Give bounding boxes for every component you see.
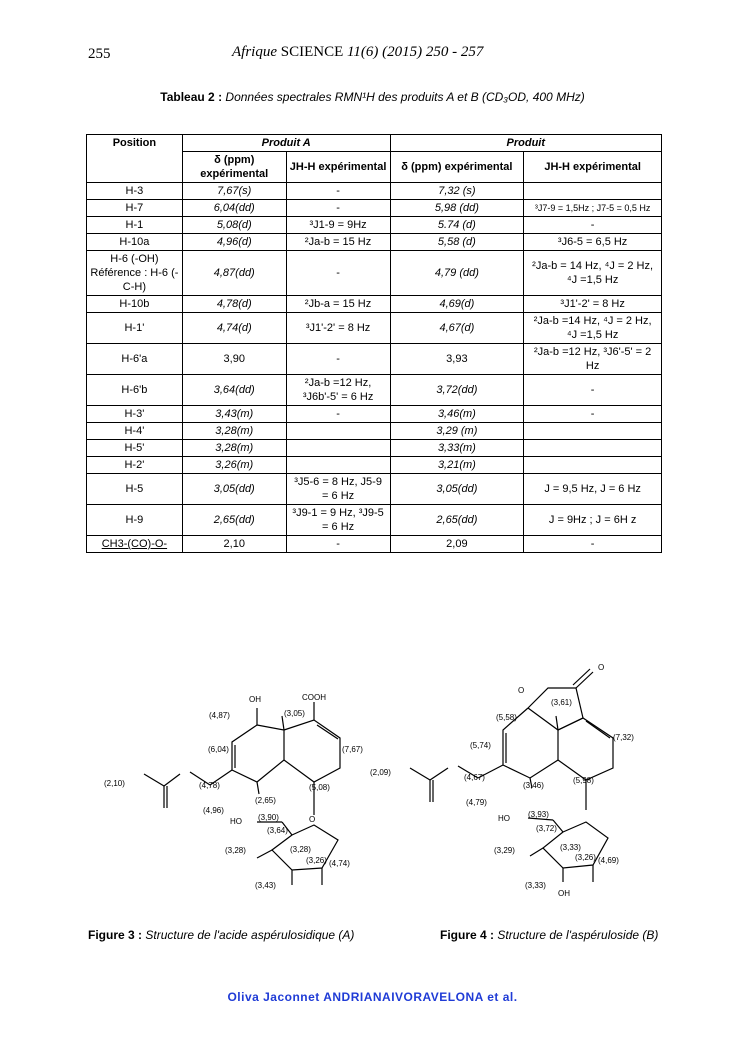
figure-3-structure	[92, 690, 363, 900]
cell-j-b: -	[524, 536, 662, 553]
table-caption-text: Données spectrales RMN¹H des produits A et B (CD₃OD, 400 MHz)	[225, 90, 585, 104]
label-h6: (4,87)	[209, 711, 230, 720]
label-h3p: (3,33)	[525, 881, 546, 890]
label-h6b: (3,64)	[267, 826, 288, 835]
cell-j-b: J = 9,5 Hz, J = 6 Hz	[524, 474, 662, 505]
label-h2p: (3,26)	[575, 853, 596, 862]
cell-delta-a: 3,26(m)	[182, 457, 286, 474]
cell-delta-a: 3,28(m)	[182, 440, 286, 457]
cell-j-a: ²Ja-b = 15 Hz	[286, 234, 390, 251]
cell-delta-b: 3,05(dd)	[390, 474, 524, 505]
cell-delta-b: 5.74 (d)	[390, 217, 524, 234]
label-h10b: (4,96)	[203, 806, 224, 815]
cell-delta-a: 6,04(dd)	[182, 200, 286, 217]
label-h9: (3,46)	[523, 781, 544, 790]
cell-j-a: -	[286, 344, 390, 375]
label-h4p: (3,29)	[494, 846, 515, 855]
label-ho: HO	[230, 817, 242, 826]
journal-issue: 11(6) (2015) 250 - 257	[347, 44, 484, 60]
cell-position: H-2'	[87, 457, 183, 474]
table-caption	[0, 90, 745, 104]
cell-j-b: ³J7-9 = 1,5Hz ; J7-5 = 0,5 Hz	[524, 200, 662, 217]
table-row	[87, 344, 662, 375]
journal-header	[232, 44, 483, 61]
cell-j-b: ²Ja-b =14 Hz, ⁴J = 2 Hz, ⁴J =1,5 Hz	[524, 313, 662, 344]
footer-authors: Oliva Jaconnet ANDRIANAIVORAVELONA et al.	[227, 990, 518, 1004]
cell-j-a	[286, 440, 390, 457]
cell-j-b: -	[524, 375, 662, 406]
label-h5p: (3,33)	[560, 843, 581, 852]
table-row	[87, 423, 662, 440]
label-h6a: (3,93)	[528, 810, 549, 819]
cell-j-b	[524, 457, 662, 474]
cell-delta-a: 3,90	[182, 344, 286, 375]
table-row	[87, 474, 662, 505]
table-row	[87, 313, 662, 344]
figure-4-caption-label: Figure 4 :	[440, 928, 495, 942]
cell-delta-a: 3,64(dd)	[182, 375, 286, 406]
table-row	[87, 440, 662, 457]
cell-position: H-5	[87, 474, 183, 505]
cell-j-a: -	[286, 406, 390, 423]
label-h10b: (4,79)	[466, 798, 487, 807]
cell-delta-b: 7,32 (s)	[390, 183, 524, 200]
label-oh: OH	[558, 889, 570, 898]
cell-j-a: ³J1-9 = 9Hz	[286, 217, 390, 234]
label-h9: (2,65)	[255, 796, 276, 805]
cell-delta-b: 3,93	[390, 344, 524, 375]
table-row	[87, 406, 662, 423]
label-ch3: (2,10)	[104, 779, 125, 788]
cell-position: H-10b	[87, 296, 183, 313]
label-oh: OH	[249, 695, 261, 704]
cell-j-a: ³J5-6 = 8 Hz, J5-9 = 6 Hz	[286, 474, 390, 505]
cell-delta-b: 3,29 (m)	[390, 423, 524, 440]
cell-delta-b: 5,98 (dd)	[390, 200, 524, 217]
cell-j-b: ³J1'-2' = 8 Hz	[524, 296, 662, 313]
cell-j-a: ³J9-1 = 9 Hz, ³J9-5 = 6 Hz	[286, 505, 390, 536]
header-position: Position	[87, 135, 183, 183]
table-row	[87, 217, 662, 234]
cell-position: H-3	[87, 183, 183, 200]
cell-delta-b: 3,33(m)	[390, 440, 524, 457]
label-h3p: (3,43)	[255, 881, 276, 890]
cell-j-a: -	[286, 536, 390, 553]
table-row	[87, 457, 662, 474]
cell-j-a	[286, 457, 390, 474]
label-h5: (3,61)	[551, 698, 572, 707]
cell-j-b: J = 9Hz ; J = 6H z	[524, 505, 662, 536]
subheader-delta-b: δ (ppm) expérimental	[390, 152, 524, 183]
cell-j-b	[524, 423, 662, 440]
figure-3-caption-text: Structure de l'acide aspérulosidique (A)	[145, 928, 355, 942]
cell-delta-a: 7,67(s)	[182, 183, 286, 200]
subheader-delta-a: δ (ppm) expérimental	[182, 152, 286, 183]
subheader-j-a: JH-H expérimental	[286, 152, 390, 183]
cell-position: H-6 (-OH) Référence : H-6 (-C-H)	[87, 251, 183, 296]
cell-delta-a: 2,65(dd)	[182, 505, 286, 536]
label-ho: HO	[498, 814, 510, 823]
cell-j-a: -	[286, 200, 390, 217]
label-h1: (5,98)	[573, 776, 594, 785]
cell-j-b	[524, 183, 662, 200]
cell-j-a	[286, 423, 390, 440]
cell-j-a: -	[286, 183, 390, 200]
cell-delta-b: 5,58 (d)	[390, 234, 524, 251]
cell-j-a: ²Ja-b =12 Hz, ³J6b'-5' = 6 Hz	[286, 375, 390, 406]
label-h1p: (4,74)	[329, 859, 350, 868]
table-row	[87, 183, 662, 200]
cell-delta-b: 3,21(m)	[390, 457, 524, 474]
cell-position: H-5'	[87, 440, 183, 457]
label-h3: (7,32)	[613, 733, 634, 742]
cell-delta-a: 4,87(dd)	[182, 251, 286, 296]
label-h10a: (4,78)	[199, 781, 220, 790]
cell-position: H-1'	[87, 313, 183, 344]
label-h2p: (3,26)	[306, 856, 327, 865]
label-h4p: (3,28)	[225, 846, 246, 855]
table-row	[87, 251, 662, 296]
cell-delta-b: 3,46(m)	[390, 406, 524, 423]
cell-position: H-10a	[87, 234, 183, 251]
nmr-table	[86, 134, 662, 553]
label-carbonyl-o: O	[598, 663, 605, 672]
cell-j-b: ²Ja-b =12 Hz, ³J6'-5' = 2 Hz	[524, 344, 662, 375]
label-h6b: (3,72)	[536, 824, 557, 833]
figure-4-caption-text: Structure de l'aspéruloside (B)	[497, 928, 659, 942]
label-ch3: (2,09)	[370, 768, 391, 777]
cell-position: H-1	[87, 217, 183, 234]
cell-delta-a: 3,43(m)	[182, 406, 286, 423]
cell-j-a: ³J1'-2' = 8 Hz	[286, 313, 390, 344]
label-h6a: (3,90)	[258, 813, 279, 822]
label-h7: (6,04)	[208, 745, 229, 754]
label-h10a: (4,67)	[464, 773, 485, 782]
cell-position: H-6'b	[87, 375, 183, 406]
cell-delta-b: 4,67(d)	[390, 313, 524, 344]
table-row	[87, 505, 662, 536]
cell-position: CH3-(CO)-O-	[87, 536, 183, 553]
cell-j-a: ²Jb-a = 15 Hz	[286, 296, 390, 313]
figure-3-caption-label: Figure 3 :	[88, 928, 143, 942]
label-o-glyc: O	[309, 815, 316, 824]
table-row	[87, 234, 662, 251]
cell-delta-a: 3,05(dd)	[182, 474, 286, 505]
cell-delta-a: 2,10	[182, 536, 286, 553]
cell-j-b: -	[524, 217, 662, 234]
cell-delta-a: 5,08(d)	[182, 217, 286, 234]
cell-delta-b: 3,72(dd)	[390, 375, 524, 406]
figure-3-caption	[88, 928, 354, 942]
label-h6: (5,58)	[496, 713, 517, 722]
cell-j-a: -	[286, 251, 390, 296]
cell-j-b: ³J6-5 = 6,5 Hz	[524, 234, 662, 251]
cell-delta-a: 4,74(d)	[182, 313, 286, 344]
cell-delta-a: 3,28(m)	[182, 423, 286, 440]
cell-j-b: ²Ja-b = 14 Hz, ⁴J = 2 Hz, ⁴J =1,5 Hz	[524, 251, 662, 296]
label-h1: (5,08)	[309, 783, 330, 792]
cell-delta-a: 4,96(d)	[182, 234, 286, 251]
cell-delta-b: 4,79 (dd)	[390, 251, 524, 296]
journal-name: Afrique	[232, 44, 277, 60]
cell-position: H-4'	[87, 423, 183, 440]
cell-j-b: -	[524, 406, 662, 423]
cell-position: H-3'	[87, 406, 183, 423]
table-row	[87, 375, 662, 406]
cell-delta-b: 4,69(d)	[390, 296, 524, 313]
label-h5: (3,05)	[284, 709, 305, 718]
table-row	[87, 200, 662, 217]
figure-4-caption	[440, 928, 658, 942]
subheader-j-b: JH-H expérimental	[524, 152, 662, 183]
header-produit-b: Produit	[390, 135, 661, 152]
cell-position: H-6'a	[87, 344, 183, 375]
cell-position: H-9	[87, 505, 183, 536]
cell-delta-a: 4,78(d)	[182, 296, 286, 313]
figure-4-structure	[368, 660, 648, 900]
table-row	[87, 296, 662, 313]
cell-delta-b: 2,65(dd)	[390, 505, 524, 536]
page-number: 255	[88, 46, 111, 62]
label-cooh: COOH	[302, 693, 326, 702]
cell-position: H-7	[87, 200, 183, 217]
cell-j-b	[524, 440, 662, 457]
label-h5p: (3,28)	[290, 845, 311, 854]
label-h7: (5,74)	[470, 741, 491, 750]
label-h3: (7,67)	[342, 745, 363, 754]
header-produit-a: Produit A	[182, 135, 390, 152]
table-row	[87, 536, 662, 553]
table-caption-label: Tableau 2 :	[160, 90, 223, 104]
cell-delta-b: 2,09	[390, 536, 524, 553]
label-lactone-o: O	[518, 686, 525, 695]
journal-science: SCIENCE	[280, 44, 344, 60]
label-h1p: (4,69)	[598, 856, 619, 865]
